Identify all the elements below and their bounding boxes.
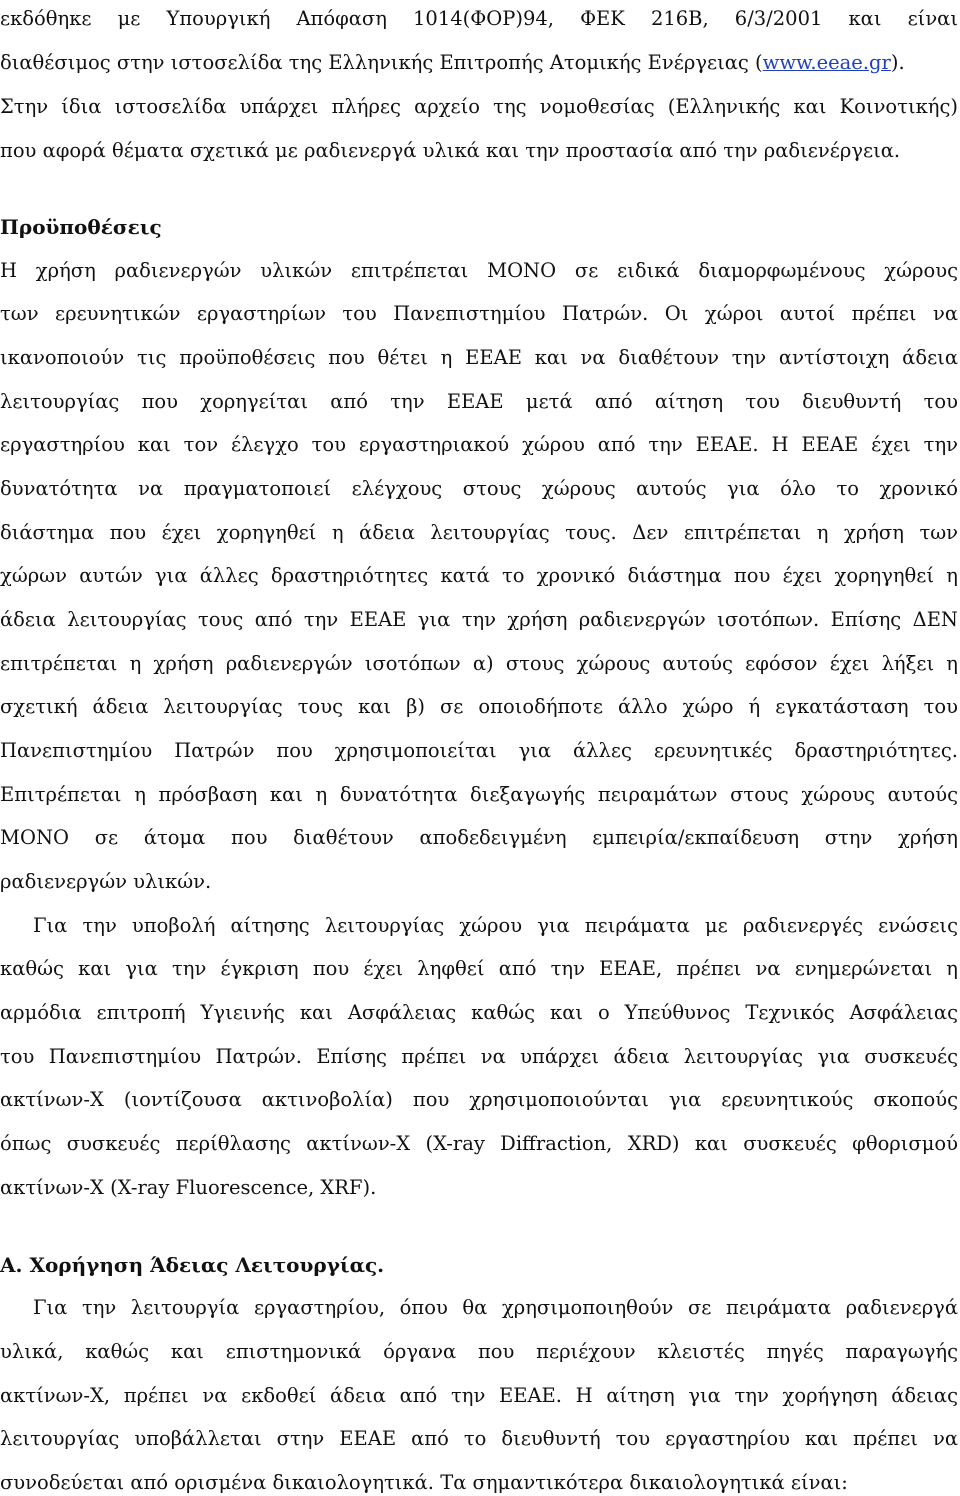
conditions-line: εργαστηρίου και τον έλεγχο του εργαστηριακού χώρου από την ΕΕΑΕ. Η ΕΕΑΕ έχει την [0,433,958,456]
intro-line-2 [0,50,958,76]
application-line: ακτίνων-Χ (X-ray Fluorescence, XRF). [0,1176,377,1199]
conditions-line: σχετική άδεια λειτουργίας τους και β) σε οποιοδήποτε άλλο χώρο ή εγκατάσταση του [0,695,958,718]
section-a-line: λειτουργίας υποβάλλεται στην ΕΕΑΕ από το διευθυντή του εργαστηρίου και πρέπει να [0,1427,958,1450]
conditions-line: άδεια λειτουργίας τους από την ΕΕΑΕ για την χρήση ραδιενεργών ισοτόπων. Επίσης ΔΕΝ [0,608,958,631]
conditions-line: επιτρέπεται η χρήση ραδιενεργών ισοτόπων α) στους χώρους αυτούς εφόσον έχει λήξει η [0,652,958,675]
conditions-line: διάστημα που έχει χορηγηθεί η άδεια λειτουργίας τους. Δεν επιτρέπεται η χρήση των [0,521,958,544]
section-a-line: συνοδεύεται από ορισμένα δικαιολογητικά. Τα σημαντικότερα δικαιολογητικά είναι: [0,1471,848,1494]
application-line: ακτίνων-Χ (ιοντίζουσα ακτινοβολία) που χρησιμοποιούνται για ερευνητικούς σκοπούς [0,1088,958,1111]
conditions-line: ικανοποιούν τις προϋποθέσεις που θέτει η ΕΕΑΕ και να διαθέτουν την αντίστοιχη άδεια [0,346,958,369]
application-line: του Πανεπιστημίου Πατρών. Επίσης πρέπει να υπάρχει άδεια λειτουργίας για συσκευές [0,1045,958,1068]
intro-line-1: εκδόθηκε με Υπουργική Απόφαση 1014(ΦΟΡ)94, ΦΕΚ 216Β, 6/3/2001 και είναι [0,7,958,30]
conditions-line: των ερευνητικών εργαστηρίων του Πανεπιστημίου Πατρών. Οι χώροι αυτοί πρέπει να [0,302,958,325]
conditions-line: δυνατότητα να πραγματοποιεί ελέγχους στους χώρους αυτούς για όλο το χρονικό [0,477,958,500]
intro-line-4: που αφορά θέματα σχετικά με ραδιενεργά υλικά και την προστασία από την ραδιενέργεια. [0,139,901,162]
intro-line-2-end: ). [890,51,905,74]
application-line: αρμόδια επιτροπή Υγιεινής και Ασφάλειας καθώς και ο Υπεύθυνος Τεχνικός Ασφάλειας [0,1001,958,1024]
section-a-line: υλικά, καθώς και επιστημονικά όργανα που περιέχουν κλειστές πηγές παραγωγής [0,1340,958,1363]
conditions-line: λειτουργίας που χορηγείται από την ΕΕΑΕ μετά από αίτηση του διευθυντή του [0,390,958,413]
conditions-line: χώρων αυτών για άλλες δραστηριότητες κατά το χρονικό διάστημα που έχει χορηγηθεί η [0,564,958,587]
section-a-heading: Α. Χορήγηση Άδειας Λειτουργίας. [0,1253,385,1277]
section-a-line: ακτίνων-Χ, πρέπει να εκδοθεί άδεια από την ΕΕΑΕ. Η αίτηση για την χορήγηση άδειας [0,1384,958,1407]
application-line: όπως συσκευές περίθλασης ακτίνων-Χ (X-ray Diffraction, XRD) και συσκευές φθορισμού [0,1132,958,1155]
application-line: καθώς και για την έγκριση που έχει ληφθεί από την ΕΕΑΕ, πρέπει να ενημερώνεται η [0,957,958,980]
conditions-line: ραδιενεργών υλικών. [0,870,212,893]
section-a-line: Για την λειτουργία εργαστηρίου, όπου θα χρησιμοποιηθούν σε πειράματα ραδιενεργά [33,1296,958,1319]
conditions-line: Πανεπιστημίου Πατρών που χρησιμοποιείται για άλλες ερευνητικές δραστηριότητες. [0,739,958,762]
intro-line-2-text: διαθέσιμος στην ιστοσελίδα της Ελληνικής Επιτροπής Ατομικής Ενέργειας ( [0,51,763,74]
conditions-heading: Προϋποθέσεις [0,215,162,239]
conditions-line: Η χρήση ραδιενεργών υλικών επιτρέπεται ΜΟΝΟ σε ειδικά διαμορφωμένους χώρους [0,259,958,282]
intro-line-3: Στην ίδια ιστοσελίδα υπάρχει πλήρες αρχείο της νομοθεσίας (Ελληνικής και Κοινοτικής) [0,95,958,118]
conditions-line: Επιτρέπεται η πρόσβαση και η δυνατότητα διεξαγωγής πειραμάτων στους χώρους αυτούς [0,783,958,806]
application-line: Για την υποβολή αίτησης λειτουργίας χώρου για πειράματα με ραδιενεργές ενώσεις [33,914,958,937]
eeae-website-link[interactable]: www.eeae.gr [762,51,891,74]
conditions-line: ΜΟΝΟ σε άτομα που διαθέτουν αποδεδειγμένη εμπειρία/εκπαίδευση στην χρήση [0,826,958,849]
